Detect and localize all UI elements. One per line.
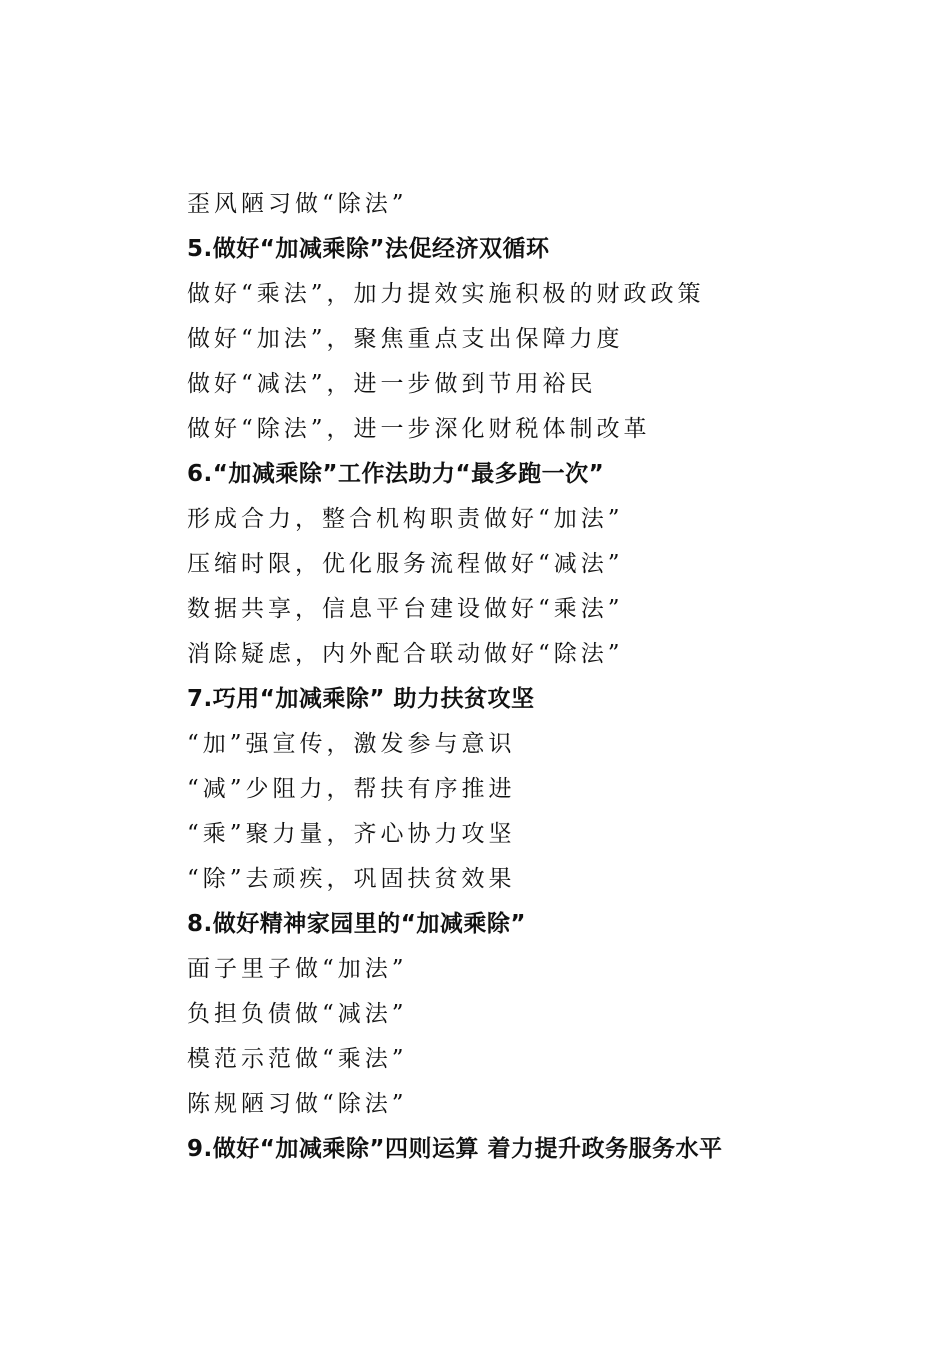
section-heading: 9.做好“加减乘除”四则运算 着力提升政务服务水平	[187, 1136, 723, 1162]
section-heading: 5.做好“加减乘除”法促经济双循环	[187, 236, 550, 262]
list-item: “乘”聚力量，齐心协力攻坚	[187, 821, 516, 847]
list-item: 做好“减法”，进一步做到节用裕民	[187, 371, 597, 397]
list-item: 面子里子做“加法”	[187, 956, 408, 982]
list-item: “除”去顽疾，巩固扶贫效果	[187, 866, 516, 892]
list-item: 做好“除法”，进一步深化财税体制改革	[187, 416, 651, 442]
section-heading: 6.“加减乘除”工作法助力“最多跑一次”	[187, 461, 605, 487]
list-item: 做好“乘法”，加力提效实施积极的财政政策	[187, 281, 705, 307]
list-item: “加”强宣传，激发参与意识	[187, 731, 516, 757]
list-item: 歪风陋习做“除法”	[187, 191, 408, 217]
list-item: 形成合力，整合机构职责做好“加法”	[187, 506, 624, 532]
list-item: 陈规陋习做“除法”	[187, 1091, 408, 1117]
list-item: 数据共享，信息平台建设做好“乘法”	[187, 596, 624, 622]
list-item: 模范示范做“乘法”	[187, 1046, 408, 1072]
section-heading: 8.做好精神家园里的“加减乘除”	[187, 911, 526, 937]
list-item: 压缩时限，优化服务流程做好“减法”	[187, 551, 624, 577]
list-item: 做好“加法”，聚焦重点支出保障力度	[187, 326, 624, 352]
section-heading: 7.巧用“加减乘除” 助力扶贫攻坚	[187, 686, 535, 712]
list-item: 负担负债做“减法”	[187, 1001, 408, 1027]
list-item: 消除疑虑，内外配合联动做好“除法”	[187, 641, 624, 667]
list-item: “减”少阻力，帮扶有序推进	[187, 776, 516, 802]
document-body	[187, 182, 907, 1172]
